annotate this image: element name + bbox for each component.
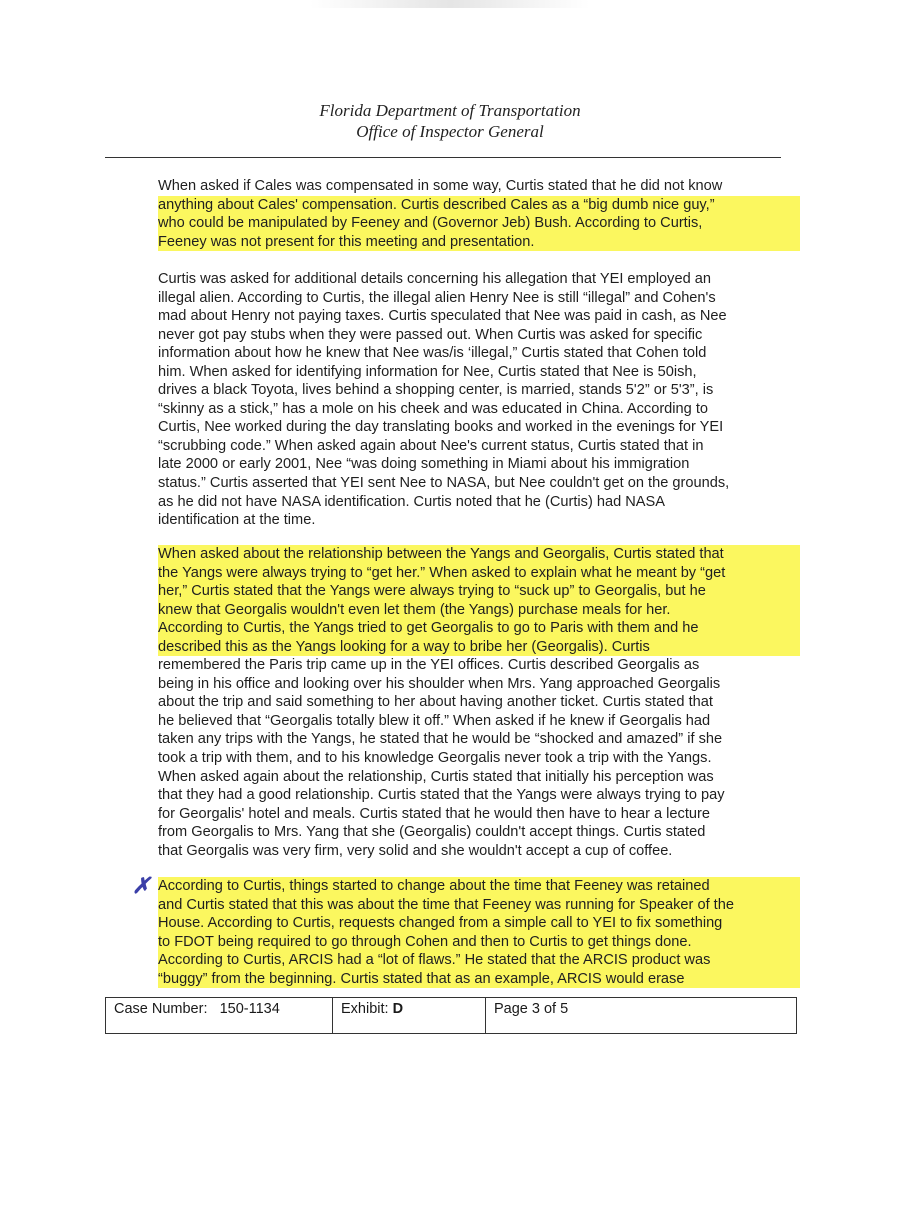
text-line: When asked again about the relationship, Curtis stated that initially his perception was <box>158 768 714 785</box>
handwritten-margin-mark: ✗ <box>132 873 151 899</box>
highlighted-line: and Curtis stated that this was about the time that Feeney was running for Speaker of the <box>158 896 800 915</box>
paragraph-3 <box>158 545 800 860</box>
text-line: remembered the Paris trip came up in the YEI offices. Curtis described Georgalis as <box>158 657 700 674</box>
highlighted-line: to FDOT being required to go through Cohen and then to Curtis to get things done. <box>158 933 800 952</box>
scan-smudge <box>310 0 590 8</box>
text-line: took a trip with them, and to his knowledge Georgalis never took a trip with the Yangs. <box>158 750 712 767</box>
highlighted-line: According to Curtis, things started to change about the time that Feeney was retained <box>158 877 800 896</box>
highlighted-line: described this as the Yangs looking for a way to bribe her (Georgalis). Curtis <box>158 638 800 657</box>
highlighted-line: “buggy” from the beginning. Curtis stated that as an example, ARCIS would erase <box>158 970 800 989</box>
text-line: he believed that “Georgalis totally blew it off.” When asked if he knew if Georgalis had <box>158 712 711 729</box>
text-line: as he did not have NASA identification. Curtis noted that he (Curtis) had NASA <box>158 493 666 510</box>
case-number-label: Case Number: <box>114 1001 208 1017</box>
text-line: taken any trips with the Yangs, he stated that he would be “shocked and amazed” if she <box>158 731 723 748</box>
text-line: “scrubbing code.” When asked again about Nee's current status, Curtis stated that in <box>158 437 704 454</box>
page-number: Page 3 of 5 <box>494 1001 569 1017</box>
text-line: Curtis, Nee worked during the day translating books and worked in the evenings for YEI <box>158 419 724 436</box>
paragraph-2 <box>158 270 800 530</box>
case-number-value: 150-1134 <box>219 1001 280 1017</box>
text-line: “skinny as a stick,” has a mole on his cheek and was educated in China. According to <box>158 400 708 417</box>
highlighted-line: When asked about the relationship between the Yangs and Georgalis, Curtis stated that <box>158 545 800 564</box>
highlighted-line: knew that Georgalis wouldn't even let them (the Yangs) purchase meals for her. <box>158 601 800 620</box>
text-line: from Georgalis to Mrs. Yang that she (Georgalis) couldn't accept things. Curtis stated <box>158 824 706 841</box>
text-line: for Georgalis' hotel and meals. Curtis stated that he would then have to hear a lecture <box>158 805 710 822</box>
text-line: late 2000 or early 2001, Nee “was doing something in Miami about his immigration <box>158 456 690 473</box>
text-line: information about how he knew that Nee was/is ‘illegal,” Curtis stated that Cohen told <box>158 345 707 362</box>
exhibit-cell <box>333 998 486 1034</box>
highlighted-line: Feeney was not present for this meeting and presentation. <box>158 233 800 252</box>
document-header <box>0 100 900 142</box>
header-rule <box>105 157 781 158</box>
header-office: Office of Inspector General <box>356 122 544 141</box>
text-line: illegal alien. According to Curtis, the illegal alien Henry Nee is still “illegal” and Cohen's <box>158 289 716 306</box>
text-line: drives a black Toyota, lives behind a shopping center, is married, stands 5'2” or 5'3”, is <box>158 382 714 399</box>
text-line: that Georgalis was very firm, very solid and she wouldn't accept a cup of coffee. <box>158 842 673 859</box>
highlighted-line: her,” Curtis stated that the Yangs were always trying to “suck up” to Georgalis, but he <box>158 582 800 601</box>
exhibit-value: D <box>392 1001 404 1017</box>
text-line: never got pay stubs when they were passed out. When Curtis was asked for specific <box>158 326 703 343</box>
paragraph-4 <box>158 877 800 988</box>
highlighted-line: According to Curtis, ARCIS had a “lot of flaws.” He stated that the ARCIS product was <box>158 951 800 970</box>
page-number-cell <box>486 998 797 1034</box>
text-line: Curtis was asked for additional details concerning his allegation that YEI employed an <box>158 271 711 287</box>
highlighted-line: According to Curtis, the Yangs tried to get Georgalis to go to Paris with them and he <box>158 619 800 638</box>
text-line: identification at the time. <box>158 512 316 529</box>
text-line: that they had a good relationship. Curtis stated that the Yangs were always trying to pay <box>158 787 725 804</box>
case-footer-table <box>105 997 797 1034</box>
exhibit-label: Exhibit: <box>341 1001 389 1017</box>
header-agency: Florida Department of Transportation <box>319 101 581 120</box>
text-line: When asked if Cales was compensated in some way, Curtis stated that he did not know <box>158 178 723 194</box>
highlighted-line: anything about Cales' compensation. Curtis described Cales as a “big dumb nice guy,” <box>158 196 800 215</box>
text-line: status.” Curtis asserted that YEI sent Nee to NASA, but Nee couldn't get on the grounds, <box>158 475 730 492</box>
text-line: him. When asked for identifying information for Nee, Curtis stated that Nee is 50ish, <box>158 363 697 380</box>
text-line: about the trip and said something to her about having another ticket. Curtis stated that <box>158 694 713 711</box>
text-line: mad about Henry not paying taxes. Curtis speculated that Nee was paid in cash, as Nee <box>158 308 727 325</box>
paragraph-1 <box>158 177 800 251</box>
highlighted-line: House. According to Curtis, requests changed from a simple call to YEI to fix something <box>158 914 800 933</box>
case-number-cell <box>106 998 333 1034</box>
highlighted-line: the Yangs were always trying to “get her.” When asked to explain what he meant by “get <box>158 564 800 583</box>
highlighted-line: who could be manipulated by Feeney and (Governor Jeb) Bush. According to Curtis, <box>158 214 800 233</box>
text-line: being in his office and looking over his shoulder when Mrs. Yang approached Georgalis <box>158 675 721 692</box>
